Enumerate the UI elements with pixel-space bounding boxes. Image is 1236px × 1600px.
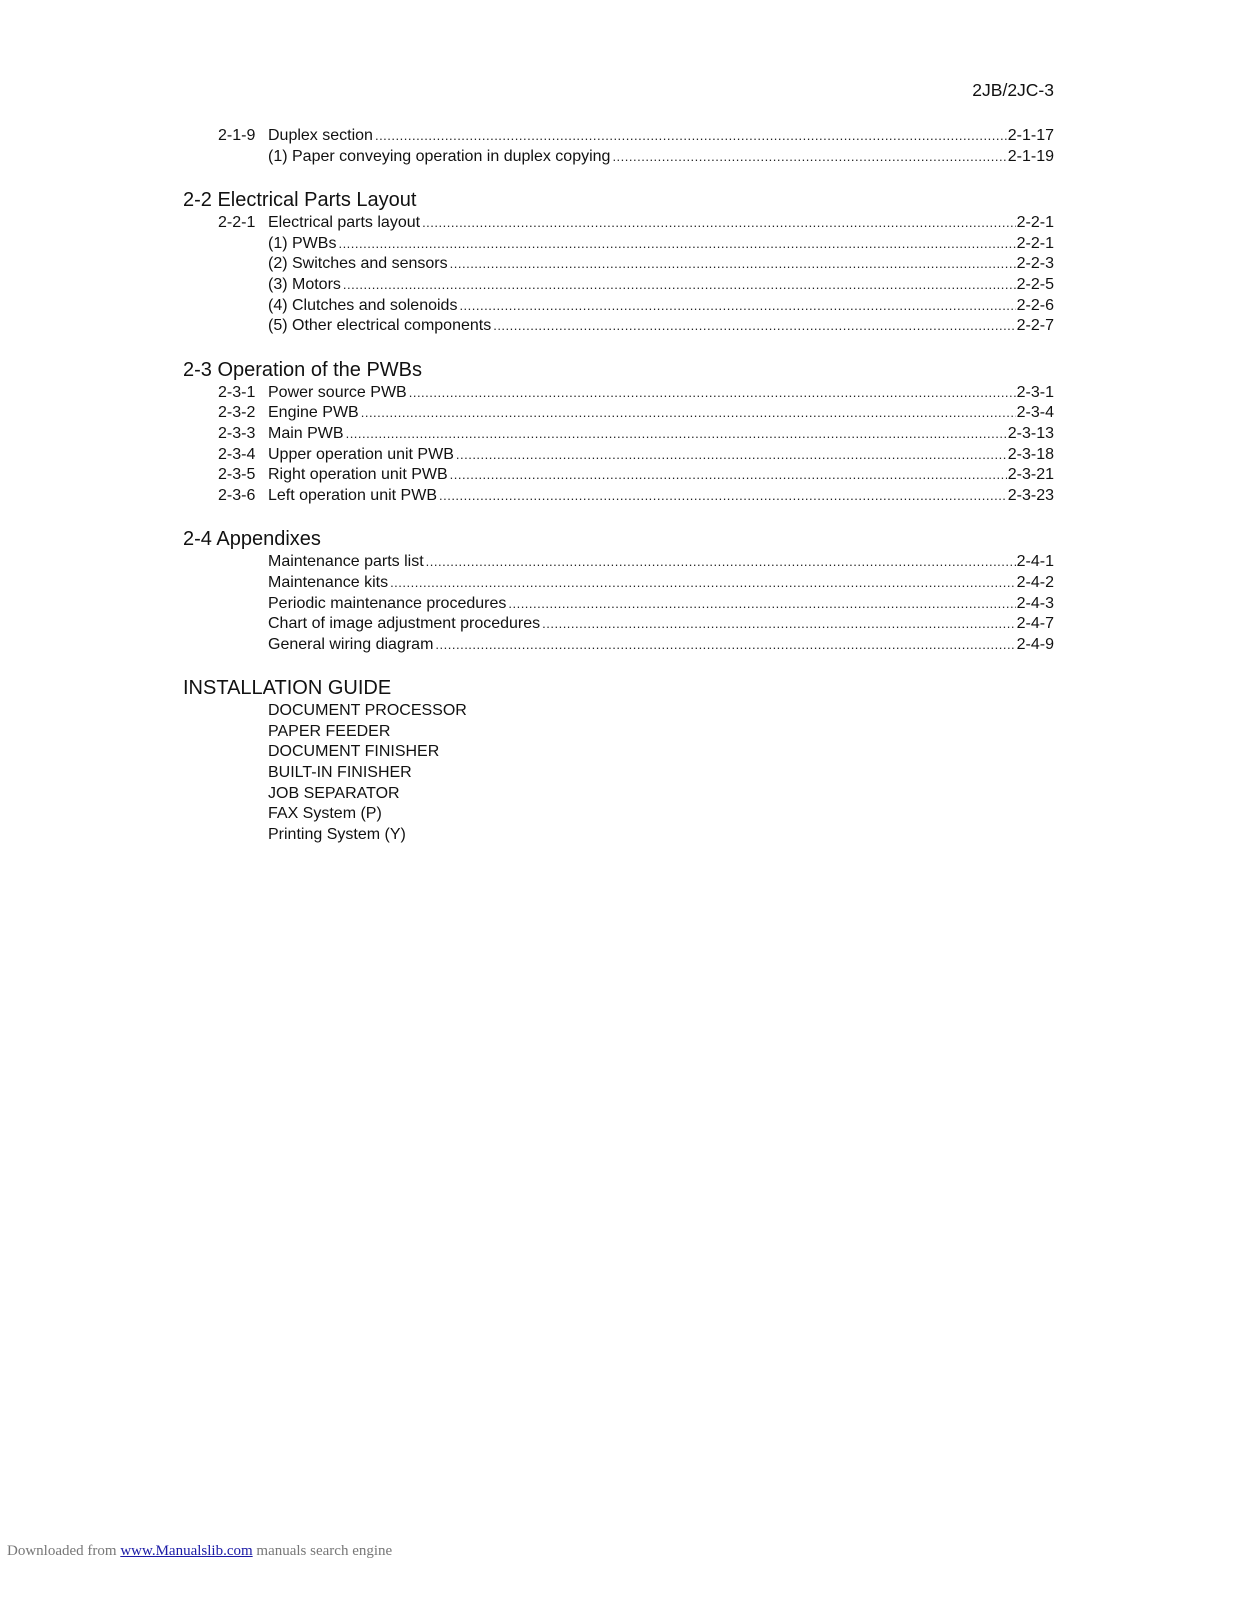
dot-leader [456, 445, 1007, 466]
toc-entry-page: 2-2-7 [1016, 317, 1054, 335]
toc-entry-number: 2-2-1 [218, 214, 256, 232]
toc-entry-page: 2-2-1 [1016, 234, 1054, 252]
footer-suffix: manuals search engine [256, 1543, 393, 1559]
dot-leader [542, 614, 1016, 635]
dot-leader [439, 486, 1007, 507]
installation-item[interactable]: DOCUMENT PROCESSOR [268, 702, 467, 720]
toc-entry-title: (1) PWBs [183, 234, 338, 255]
dot-leader [343, 275, 1016, 296]
toc-entry-number: 2-3-1 [218, 383, 256, 401]
dot-leader [409, 383, 1016, 404]
dot-leader [450, 254, 1016, 275]
toc-entry-page: 2-3-23 [1007, 486, 1054, 504]
dot-leader [450, 465, 1007, 486]
toc-entry-title: (1) Paper conveying operation in duplex copying [183, 147, 612, 168]
toc-entry[interactable] [183, 126, 1054, 147]
toc-entry-number: 2-3-2 [218, 404, 256, 422]
toc-entry-title: (4) Clutches and solenoids [183, 296, 459, 317]
toc-entry-title: (3) Motors [183, 275, 343, 296]
toc-entry-title: (2) Switches and sensors [183, 254, 450, 275]
installation-item[interactable]: BUILT-IN FINISHER [268, 764, 412, 782]
toc-entry-title: Chart of image adjustment procedures [183, 614, 542, 635]
toc-entry[interactable] [183, 486, 1054, 507]
footer-prefix: Downloaded from [7, 1543, 117, 1559]
toc-entry-page: 2-3-21 [1007, 466, 1054, 484]
dot-leader [375, 126, 1007, 147]
toc-entry[interactable] [183, 445, 1054, 466]
section-heading-2-3[interactable]: 2-3 Operation of the PWBs [183, 358, 423, 381]
section-heading-2-2[interactable]: 2-2 Electrical Parts Layout [183, 189, 417, 212]
dot-leader [422, 213, 1016, 234]
toc-entry-page: 2-2-3 [1016, 255, 1054, 273]
toc-entry-number: 2-3-4 [218, 445, 256, 463]
toc-entry-number: 2-3-6 [218, 486, 256, 504]
toc-entry[interactable] [183, 147, 1054, 168]
installation-item[interactable]: FAX System (P) [268, 805, 382, 823]
section-heading-2-4[interactable]: 2-4 Appendixes [183, 528, 321, 551]
toc-entry-title: General wiring diagram [183, 635, 435, 656]
dot-leader [361, 403, 1016, 424]
dot-leader [426, 552, 1016, 573]
toc-entry-page: 2-1-19 [1007, 147, 1054, 165]
toc-entry-title: Duplex section [183, 126, 375, 147]
dot-leader [338, 234, 1015, 255]
toc-entry-page: 2-1-17 [1007, 127, 1054, 144]
toc-entry-number: 2-3-3 [218, 424, 256, 442]
toc-entry-title: Main PWB [183, 424, 346, 445]
toc-entry-page: 2-2-5 [1016, 275, 1054, 293]
dot-leader [459, 296, 1015, 317]
download-footer [7, 1543, 392, 1560]
installation-item[interactable]: Printing System (Y) [268, 825, 406, 843]
toc-entry[interactable] [183, 552, 1054, 573]
manualslib-link[interactable]: www.Manualslib.com [120, 1543, 253, 1559]
toc-entry[interactable] [183, 403, 1054, 424]
toc-entry-title: Maintenance kits [183, 573, 390, 594]
toc-entry[interactable] [183, 594, 1054, 615]
toc-entry[interactable] [183, 424, 1054, 445]
toc-entry[interactable] [183, 635, 1054, 656]
toc-entry-title: Left operation unit PWB [183, 486, 439, 507]
toc-entry[interactable] [183, 383, 1054, 404]
toc-entry[interactable] [183, 465, 1054, 486]
toc-entry[interactable] [183, 316, 1054, 337]
toc-entry-page: 2-2-1 [1016, 214, 1054, 232]
toc-entry-number: 2-3-5 [218, 466, 256, 484]
toc-entry-title: Engine PWB [183, 403, 361, 424]
toc-entry-page: 2-2-6 [1016, 296, 1054, 314]
installation-item[interactable]: JOB SEPARATOR [268, 784, 400, 802]
dot-leader [508, 594, 1015, 615]
toc-entry-page: 2-3-13 [1007, 424, 1054, 442]
installation-item[interactable]: PAPER FEEDER [268, 722, 391, 740]
dot-leader [435, 635, 1015, 656]
toc-entry-page: 2-3-18 [1007, 445, 1054, 463]
toc-entry-page: 2-4-9 [1016, 635, 1054, 653]
toc-entry-number: 2-1-9 [218, 127, 256, 144]
section-heading-installation-guide[interactable]: INSTALLATION GUIDE [183, 677, 392, 700]
toc-entry[interactable] [183, 213, 1054, 234]
toc-entry-title: (5) Other electrical components [183, 316, 493, 337]
toc-entry-page: 2-3-4 [1016, 404, 1054, 422]
toc-entry-page: 2-4-3 [1016, 594, 1054, 612]
toc-entry-page: 2-4-7 [1016, 615, 1054, 633]
toc-entry[interactable] [183, 296, 1054, 317]
page-identifier: 2JB/2JC-3 [972, 80, 1054, 100]
table-of-contents [183, 126, 1054, 845]
toc-entry-page: 2-4-1 [1016, 553, 1054, 571]
toc-entry-title: Electrical parts layout [183, 213, 422, 234]
dot-leader [346, 424, 1007, 445]
toc-entry-title: Right operation unit PWB [183, 465, 450, 486]
toc-entry-title: Power source PWB [183, 383, 409, 404]
toc-entry-title: Maintenance parts list [183, 552, 426, 573]
toc-entry-title: Periodic maintenance procedures [183, 594, 508, 615]
installation-item[interactable]: DOCUMENT FINISHER [268, 743, 440, 761]
toc-entry-page: 2-3-1 [1016, 383, 1054, 401]
toc-entry-title: Upper operation unit PWB [183, 445, 456, 466]
toc-entry[interactable] [183, 254, 1054, 275]
toc-entry[interactable] [183, 614, 1054, 635]
toc-entry-page: 2-4-2 [1016, 573, 1054, 591]
dot-leader [493, 316, 1015, 337]
toc-entry[interactable] [183, 234, 1054, 255]
toc-entry[interactable] [183, 275, 1054, 296]
dot-leader [390, 573, 1016, 594]
dot-leader [612, 147, 1006, 168]
toc-entry[interactable] [183, 573, 1054, 594]
